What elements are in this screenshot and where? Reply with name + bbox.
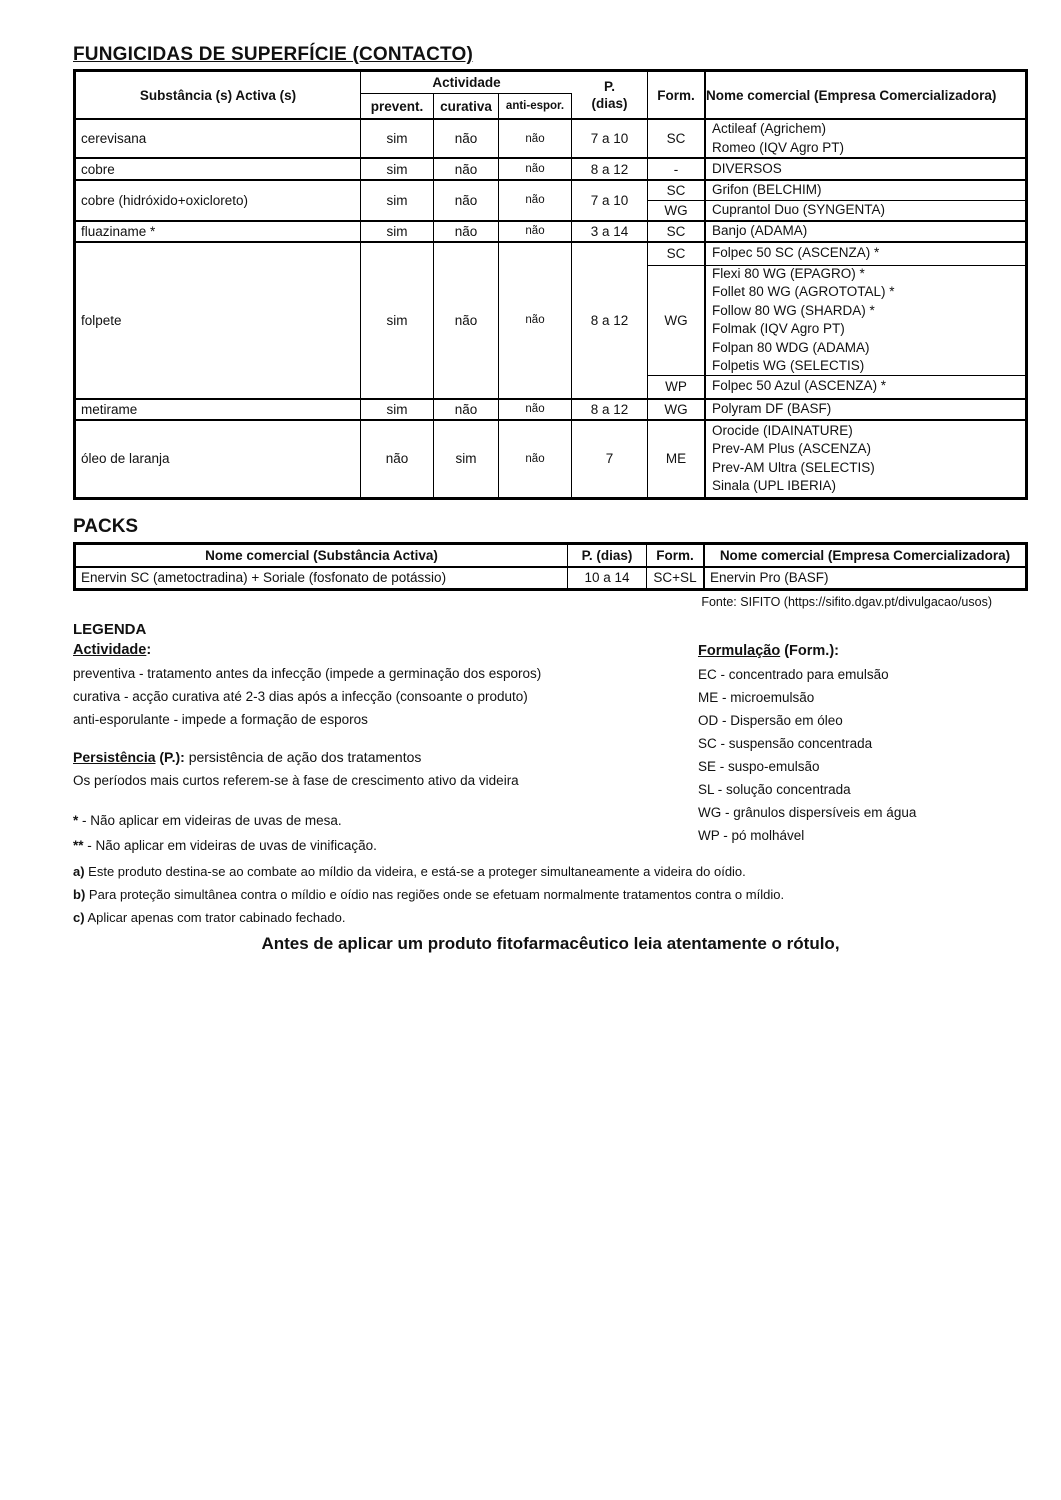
commercial-names-cell (704, 201, 1025, 220)
legend-title: LEGENDA (73, 620, 147, 638)
formulation-item: ME - microemulsão (698, 689, 815, 705)
footnote-double-star (73, 833, 688, 858)
commercial-names-cell (704, 222, 1025, 241)
curative-cell: sim (434, 421, 499, 497)
commercial-names-cell (704, 120, 1025, 157)
lettered-footnotes (73, 860, 1028, 929)
footnote-c-marker: c) (73, 909, 85, 925)
commercial-name: Folpan 80 WDG (ADAMA) (712, 339, 870, 355)
activity-legend-heading (73, 638, 688, 662)
activity-heading-colon: : (146, 641, 152, 658)
footnote-a-text: Este produto destina-se ao combate ao míldio da videira, e está-se a proteger simultaneamente a videira do oídio. (84, 863, 746, 879)
commercial-name: Actileaf (Agrichem) (712, 121, 827, 136)
form-group (647, 222, 1025, 241)
table-row (76, 220, 1025, 241)
commercial-name: Prev-AM Ultra (SELECTIS) (712, 459, 875, 475)
header-form: Form. (657, 87, 695, 103)
curative-cell: não (434, 159, 499, 179)
commercial-name: Flexi 80 WG (EPAGRO) * (712, 265, 865, 281)
legend-line: curativa - acção curativa até 2-3 dias após a infecção (consoante o produto) (73, 688, 528, 704)
packs-table (73, 542, 1028, 591)
formulation-legend-heading (698, 639, 1028, 663)
preventive-cell: sim (361, 243, 434, 398)
legend-columns (73, 638, 1028, 858)
packs-header-form: Form. (656, 547, 694, 563)
footnote-a-marker: a) (73, 863, 85, 879)
footnote-star (73, 808, 688, 833)
footnote-star-marker: * (73, 812, 79, 828)
anti-sporulant-cell: não (499, 421, 572, 497)
persistence-cell: 8 a 12 (590, 401, 629, 417)
legend-left-column (73, 638, 698, 858)
footnote-c (73, 906, 1028, 929)
persistence-heading-line (73, 745, 688, 769)
preventive-cell: sim (361, 181, 434, 220)
formulation-heading-suffix: (Form.): (780, 642, 839, 659)
commercial-name: Folpec 50 SC (ASCENZA) * (712, 245, 880, 261)
curative-cell: não (434, 400, 499, 419)
pack-name-cell: Enervin SC (ametoctradina) + Soriale (fosfonato de potássio) (76, 568, 568, 588)
pack-commercial-cell: Enervin Pro (BASF) (703, 568, 1025, 588)
form-cell: ME (665, 451, 687, 466)
table-row (76, 179, 1025, 220)
persistence-heading-rest: persistência de ação dos tratamentos (184, 748, 422, 765)
persistence-heading-suffix: (P.): (155, 748, 185, 765)
commercial-names-cell (704, 376, 1025, 398)
form-cell: - (673, 161, 679, 177)
footnote-b (73, 883, 1028, 906)
form-group (647, 400, 1025, 419)
substance-cell: cobre (76, 159, 361, 179)
form-cell: SC (666, 223, 686, 239)
footnote-b-text: Para proteção simultânea contra o míldio e oídio nas regiões onde se efetuam normalmente tratamentos contra o míldio. (85, 886, 785, 902)
formulation-item: SC - suspensão concentrada (698, 735, 873, 751)
commercial-name: Follow 80 WG (SHARDA) * (712, 302, 875, 318)
header-p-line1: P. (603, 79, 615, 94)
substance-cell: folpete (76, 243, 361, 398)
substance-cell: óleo de laranja (76, 421, 361, 497)
table-row (76, 118, 1025, 157)
form-group (647, 421, 1025, 497)
packs-title: PACKS (73, 515, 139, 537)
pack-p-dias-cell: 10 a 14 (568, 568, 647, 588)
commercial-name: Romeo (IQV Agro PT) (712, 139, 845, 155)
persistence-cell: 7 (605, 451, 614, 466)
preventive-cell: não (361, 421, 434, 497)
commercial-name: Orocide (IDAINATURE) (712, 422, 853, 438)
formulation-item: OD - Dispersão em óleo (698, 712, 843, 728)
commercial-names-cell (704, 243, 1025, 265)
form-group (647, 159, 1025, 179)
commercial-name: Prev-AM Plus (ASCENZA) (712, 441, 872, 456)
header-activity: Actividade (361, 72, 572, 94)
curative-cell: não (434, 243, 499, 398)
persistence-legend (73, 745, 688, 792)
form-cell: SC (666, 131, 686, 146)
footnote-b-marker: b) (73, 886, 86, 902)
anti-sporulant-cell: não (499, 222, 572, 241)
anti-sporulant-cell: não (499, 120, 572, 157)
form-cell: WG (664, 401, 688, 417)
commercial-names-cell (704, 421, 1025, 497)
curative-cell: não (434, 120, 499, 157)
header-p-line2: (dias) (591, 96, 628, 111)
commercial-name: Folmak (IQV Agro PT) (712, 321, 845, 336)
preventive-cell: sim (361, 400, 434, 419)
table-row (76, 241, 1025, 398)
footnote-double-star-text: - Não aplicar em videiras de uvas de vinificação. (83, 837, 377, 853)
persistence-cell: 8 a 12 (590, 161, 629, 177)
legend-line: preventiva - tratamento antes da infecção (impede a germinação dos esporos) (73, 665, 542, 681)
commercial-names-cell (704, 266, 1025, 375)
packs-header (76, 545, 1025, 566)
source-note: Fonte: SIFITO (https://sifito.dgav.pt/divulgacao/usos) (701, 594, 992, 609)
table-row (76, 157, 1025, 179)
commercial-name: Sinala (UPL IBERIA) (712, 478, 837, 493)
commercial-names-cell (704, 159, 1025, 179)
form-cell: WG (664, 202, 688, 218)
footnote-a (73, 860, 1028, 883)
page-title: FUNGICIDAS DE SUPERFÍCIE (CONTACTO) (73, 44, 474, 65)
asterisk-footnotes (73, 808, 688, 858)
packs-header-commercial: Nome comercial (Empresa Comercializadora) (703, 545, 1025, 566)
preventive-cell: sim (361, 222, 434, 241)
footnote-double-star-marker: ** (73, 837, 84, 853)
persistence-note: Os períodos mais curtos referem-se à fase de crescimento ativo da videira (73, 772, 519, 788)
commercial-name: Folpetis WG (SELECTIS) (712, 358, 865, 373)
persistence-cell: 8 a 12 (590, 312, 629, 328)
legend-line: anti-esporulante - impede a formação de esporos (73, 711, 368, 727)
header-persistence (572, 72, 647, 118)
packs-header-p-dias: P. (dias) (568, 545, 647, 566)
packs-row (76, 566, 1025, 588)
form-cell: WP (665, 379, 687, 394)
commercial-name: DIVERSOS (712, 160, 782, 176)
persistence-cell: 7 a 10 (590, 192, 629, 208)
legend-right-column (698, 638, 1028, 858)
pack-form-cell: SC+SL (653, 570, 697, 585)
footnote-c-text: Aplicar apenas com trator cabinado fechado. (84, 909, 346, 925)
persistence-cell: 3 a 14 (590, 223, 629, 239)
commercial-name: Grifon (BELCHIM) (712, 182, 822, 198)
formulation-item: SL - solução concentrada (698, 781, 851, 797)
footnote-star-text: - Não aplicar em videiras de uvas de mesa. (78, 812, 342, 828)
fungicides-table (73, 69, 1028, 500)
form-cell: SC (666, 246, 686, 261)
substance-cell: metirame (76, 400, 361, 419)
form-cell: WG (664, 312, 688, 328)
formulation-item: WG - grânulos dispersíveis em água (698, 804, 917, 820)
commercial-name: Follet 80 WG (AGROTOTAL) * (712, 284, 895, 299)
header-activity-group (361, 72, 572, 118)
curative-cell: não (434, 181, 499, 220)
closing-warning: Antes de aplicar um produto fitofarmacêutico leia atentamente o rótulo, (261, 933, 840, 953)
packs-header-name: Nome comercial (Substância Activa) (76, 545, 568, 566)
formulation-heading-text: Formulação (698, 642, 781, 659)
persistence-cell: 7 a 10 (590, 131, 629, 146)
formulation-item: EC - concentrado para emulsão (698, 666, 889, 682)
commercial-name: Polyram DF (BASF) (712, 400, 832, 416)
anti-sporulant-cell: não (499, 400, 572, 419)
anti-sporulant-cell: não (499, 159, 572, 179)
header-preventive: prevent. (361, 94, 434, 118)
preventive-cell: sim (361, 159, 434, 179)
table-header (76, 72, 1025, 118)
anti-sporulant-cell: não (499, 243, 572, 398)
persistence-heading-text: Persistência (73, 748, 156, 765)
header-anti-sporulant: anti-espor. (499, 94, 572, 118)
header-substance: Substância (s) Activa (s) (76, 72, 361, 118)
activity-heading-text: Actividade (73, 641, 147, 658)
formulation-item: WP - pó molhável (698, 827, 805, 843)
header-commercial: Nome comercial (Empresa Comercializadora) (704, 72, 1025, 118)
anti-sporulant-cell: não (499, 181, 572, 220)
commercial-name: Cuprantol Duo (SYNGENTA) (712, 202, 886, 217)
commercial-name: Banjo (ADAMA) (712, 222, 808, 238)
formulation-item: SE - suspo-emulsão (698, 758, 820, 774)
form-group (647, 243, 1025, 398)
substance-cell: cerevisana (76, 120, 361, 157)
form-cell: SC (666, 183, 686, 198)
commercial-names-cell (704, 181, 1025, 200)
header-curative: curativa (434, 94, 499, 118)
substance-cell: cobre (hidróxido+oxicloreto) (76, 181, 361, 220)
table-row (76, 398, 1025, 419)
form-group (647, 181, 1025, 220)
commercial-names-cell (704, 400, 1025, 419)
form-group (647, 120, 1025, 157)
substance-cell: fluaziname * (76, 222, 361, 241)
preventive-cell: sim (361, 120, 434, 157)
table-row (76, 419, 1025, 497)
commercial-name: Folpec 50 Azul (ASCENZA) * (712, 378, 887, 394)
curative-cell: não (434, 222, 499, 241)
